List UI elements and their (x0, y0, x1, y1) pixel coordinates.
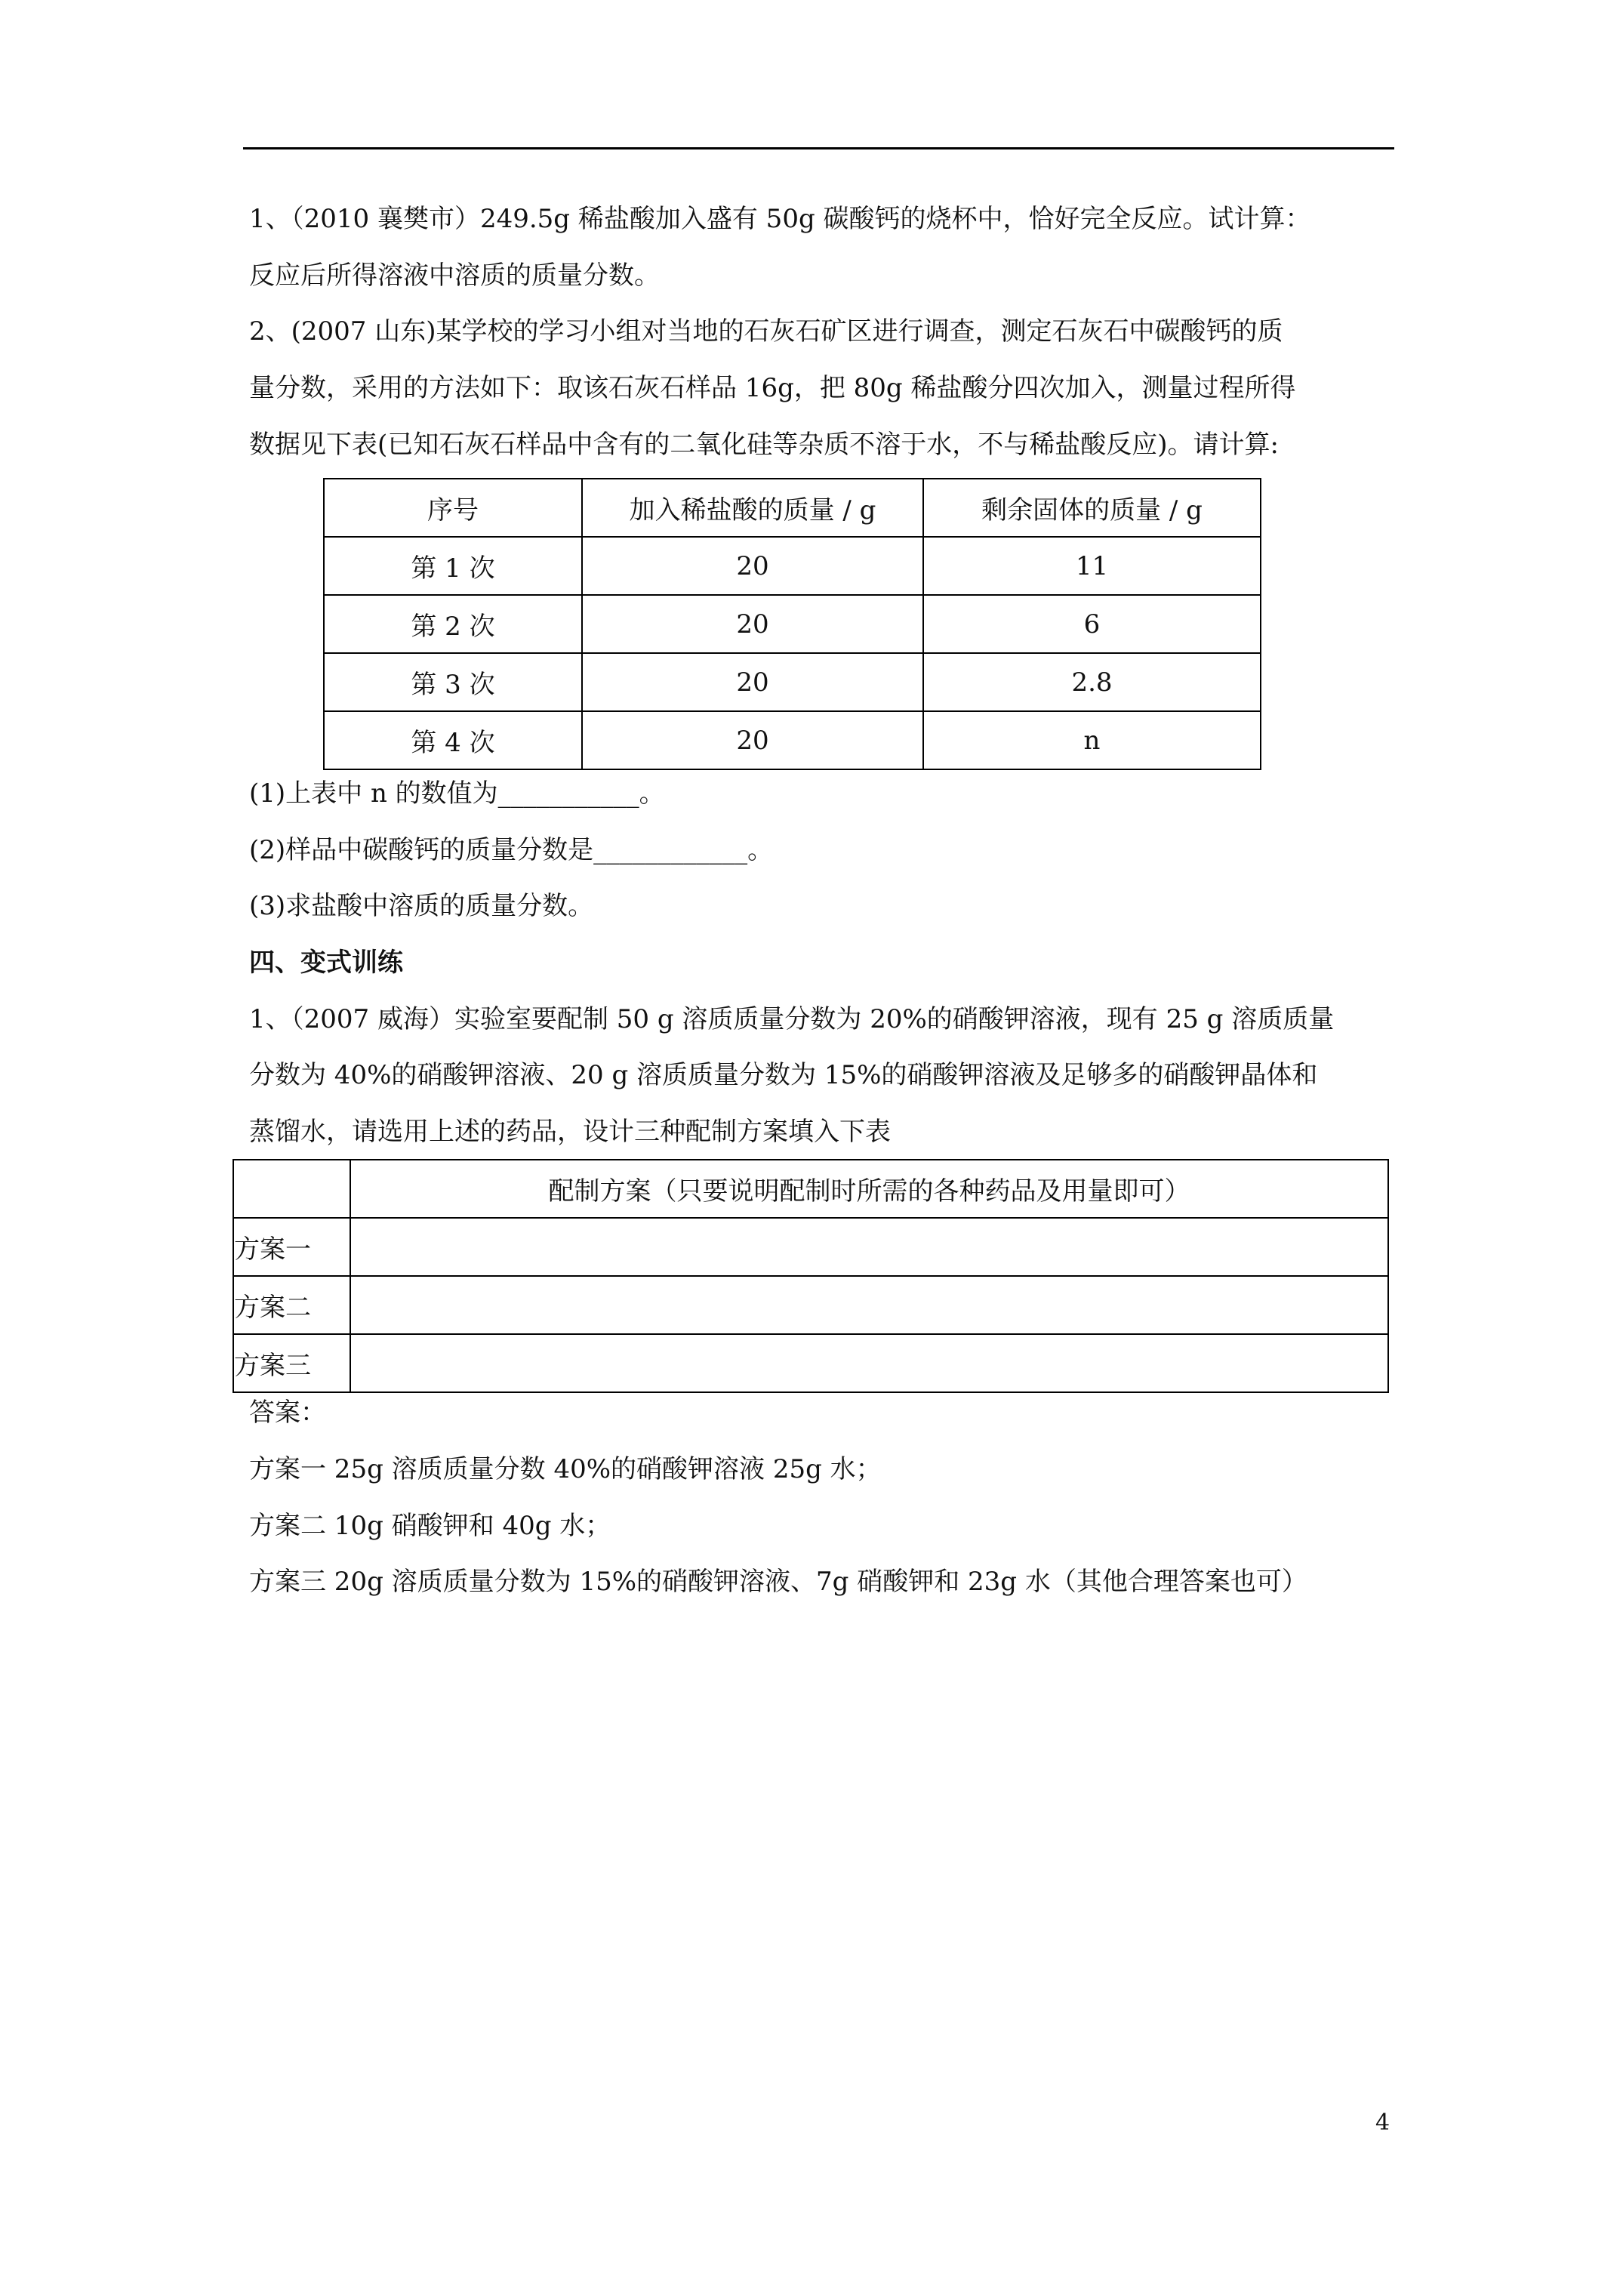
plan-table-header-row (233, 1160, 1388, 1218)
table-cell: 第 4 次 (324, 711, 582, 769)
plan-label: 方案一 (233, 1218, 350, 1276)
plan-label: 方案二 (233, 1276, 350, 1334)
question-2-line-1: 2、(2007 山东)某学校的学习小组对当地的石灰石矿区进行调查，测定石灰石中碳酸钙的质 (249, 316, 1283, 347)
table-cell: 6 (923, 595, 1261, 653)
table-cell: 第 2 次 (324, 595, 582, 653)
table-header-cell: 序号 (324, 479, 582, 537)
table-header-cell: 加入稀盐酸的质量 / g (582, 479, 923, 537)
table-corner-cell (233, 1160, 350, 1218)
plan-cell (350, 1218, 1388, 1276)
table-cell: 20 (582, 711, 923, 769)
table-cell: 2.8 (923, 653, 1261, 711)
section-title: 四、变式训练 (249, 948, 403, 978)
table-row (233, 1334, 1388, 1392)
answer-label: 答案： (249, 1398, 326, 1428)
question-2-line-3: 数据见下表(已知石灰石样品中含有的二氧化硅等杂质不溶于水，不与稀盐酸反应)。请计算: (249, 430, 1279, 460)
plan-table-header: 配制方案（只要说明配制时所需的各种药品及用量即可） (350, 1160, 1388, 1218)
table-row (324, 537, 1261, 595)
plan-cell (350, 1276, 1388, 1334)
header-rule (243, 147, 1394, 149)
table-row (324, 595, 1261, 653)
answer-line: 方案二 10g 硝酸钾和 40g 水； (249, 1511, 611, 1541)
table-cell: 20 (582, 595, 923, 653)
table-cell: 第 3 次 (324, 653, 582, 711)
table-header-row (324, 479, 1261, 537)
question-3-line-3: 蒸馏水，请选用上述的药品，设计三种配制方案填入下表 (249, 1117, 891, 1147)
table-row (233, 1218, 1388, 1276)
table-cell: 20 (582, 537, 923, 595)
table-cell: n (923, 711, 1261, 769)
table-row (324, 711, 1261, 769)
question-3-line-1: 1、（2007 威海）实验室要配制 50 g 溶质质量分数为 20%的硝酸钾溶液，现有 25 g 溶质质量 (249, 1004, 1335, 1034)
table-header-cell: 剩余固体的质量 / g (923, 479, 1261, 537)
question-2-line-2: 量分数，采用的方法如下：取该石灰石样品 16g，把 80g 稀盐酸分四次加入，测量过程所得 (249, 373, 1296, 403)
answer-line: 方案一 25g 溶质质量分数 40%的硝酸钾溶液 25g 水； (249, 1454, 882, 1484)
table-cell: 11 (923, 537, 1261, 595)
plan-label: 方案三 (233, 1334, 350, 1392)
sub-question-1: (1)上表中 n 的数值为___________。 (249, 778, 665, 809)
sub-question-2: (2)样品中碳酸钙的质量分数是____________。 (249, 835, 774, 865)
table-row (324, 653, 1261, 711)
question-1-line-1: 1、（2010 襄樊市）249.5g 稀盐酸加入盛有 50g 碳酸钙的烧杯中，恰好完全反应。试计算： (249, 204, 1311, 234)
question-3-line-2: 分数为 40%的硝酸钾溶液、20 g 溶质质量分数为 15%的硝酸钾溶液及足够多的硝酸钾晶体和 (249, 1060, 1318, 1090)
plan-table (233, 1159, 1389, 1393)
question-1-line-2: 反应后所得溶液中溶质的质量分数。 (249, 260, 660, 291)
answer-line: 方案三 20g 溶质质量分数为 15%的硝酸钾溶液、7g 硝酸钾和 23g 水（其他合理答案也可） (249, 1567, 1307, 1597)
table-cell: 20 (582, 653, 923, 711)
page-number: 4 (1375, 2110, 1390, 2136)
table-row (233, 1276, 1388, 1334)
plan-cell (350, 1334, 1388, 1392)
sub-question-3: (3)求盐酸中溶质的质量分数。 (249, 891, 594, 921)
table-cell: 第 1 次 (324, 537, 582, 595)
data-table (323, 478, 1261, 770)
